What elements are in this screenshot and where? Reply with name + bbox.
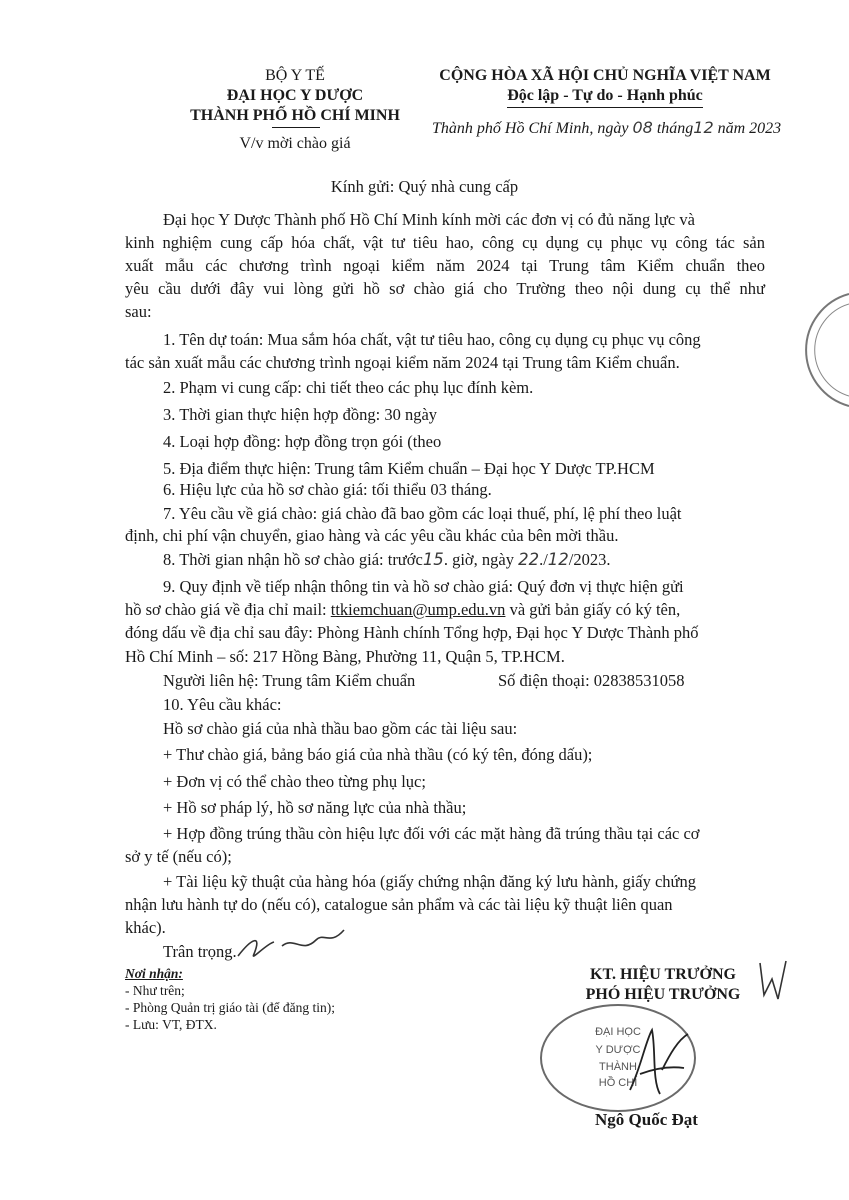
signer-role-2: PHÓ HIỆU TRƯỞNG xyxy=(585,986,741,1003)
item-8-mid: giờ, ngày xyxy=(452,550,514,569)
item-9-prefix: hồ sơ chào giá về địa chỉ mail: xyxy=(125,600,327,619)
item-10: 10. Yêu cầu khác: xyxy=(163,695,282,714)
header-right xyxy=(420,66,790,106)
signer-name: Ngô Quốc Đạt xyxy=(595,1110,698,1129)
director-signature xyxy=(600,1010,710,1110)
item-6: 6. Hiệu lực của hồ sơ chào giá: tối thiểu 03 tháng. xyxy=(163,480,492,499)
signature-block xyxy=(548,965,778,1005)
header-left xyxy=(180,66,410,126)
deadline-year: /2023. xyxy=(568,550,611,569)
national-motto: Độc lập - Tự do - Hạnh phúc xyxy=(507,87,703,104)
item-5: 5. Địa điểm thực hiện: Trung tâm Kiểm chuẩn – Đại học Y Dược TP.HCM xyxy=(163,459,655,478)
recipients-title: Nơi nhận: xyxy=(125,966,183,981)
intro-line-1: Đại học Y Dược Thành phố Hồ Chí Minh kính mời các đơn vị có đủ năng lực và xyxy=(163,210,695,229)
intro-line-3: xuất mẫu các chương trình ngoại kiểm năm 2024 tại Trung tâm Kiểm chuẩn theo xyxy=(125,256,765,275)
deadline-day: 22 xyxy=(518,550,540,569)
document-5-line-3: khác). xyxy=(125,918,166,937)
item-9-line-2 xyxy=(125,600,680,620)
item-3: 3. Thời gian thực hiện hợp đồng: 30 ngày xyxy=(163,405,438,424)
issue-date xyxy=(432,118,802,139)
salutation: Kính gửi: Quý nhà cung cấp xyxy=(330,177,519,196)
recipient-item: - Phòng Quản trị giáo tài (để đăng tin); xyxy=(125,1000,335,1015)
item-1-line-1: 1. Tên dự toán: Mua sắm hóa chất, vật tư tiêu hao, công cụ dụng cụ phục vụ công xyxy=(163,330,701,349)
contact-phone: Số điện thoại: 02838531058 xyxy=(498,671,685,690)
header-left-divider xyxy=(272,127,320,128)
item-8: 8. Thời gian nhận hồ sơ chào giá: trước15. giờ, ngày 22./12/2023. xyxy=(163,550,611,569)
item-2: 2. Phạm vi cung cấp: chi tiết theo các phụ lục đính kèm. xyxy=(163,378,534,397)
deadline-hour: 15 xyxy=(422,550,444,569)
university-name-line2: THÀNH PHỐ HỒ CHÍ MINH xyxy=(190,107,400,124)
item-10-intro: Hồ sơ chào giá của nhà thầu bao gồm các tài liệu sau: xyxy=(163,719,518,738)
item-9-line-3: đóng dấu về địa chỉ sau đây: Phòng Hành chính Tổng hợp, Đại học Y Dược Thành phố xyxy=(125,623,699,642)
recipient-item: - Như trên; xyxy=(125,983,185,998)
stamp-line-2: Y DƯỢC xyxy=(595,1044,641,1056)
stamp-line-4: HỒ CHÍ xyxy=(598,1077,638,1089)
item-9-line-4: Hồ Chí Minh – số: 217 Hồng Bàng, Phường 11, Quận 5, TP.HCM. xyxy=(125,647,565,666)
signer-role-1: KT. HIỆU TRƯỞNG xyxy=(590,966,736,983)
recipients-block xyxy=(125,965,335,1033)
document-1: + Thư chào giá, bảng báo giá của nhà thầu (có ký tên, đóng dấu); xyxy=(163,745,593,764)
item-8-prefix: 8. Thời gian nhận hồ sơ chào giá: trước xyxy=(163,550,423,569)
date-suffix: năm 2023 xyxy=(717,120,782,137)
item-4: 4. Loại hợp đồng: hợp đồng trọn gói (theo xyxy=(163,432,442,451)
intro-line-2: kinh nghiệm cung cấp hóa chất, vật tư tiêu hao, công cụ dụng cụ phục vụ công tác sản xyxy=(125,233,765,252)
document-4-line-1: + Hợp đồng trúng thầu còn hiệu lực đối với các mặt hàng đã trúng thầu tại các cơ xyxy=(163,824,700,843)
document-5-line-1: + Tài liệu kỹ thuật của hàng hóa (giấy chứng nhận đăng ký lưu hành, giấy chứng xyxy=(163,872,696,891)
deadline-month: 12 xyxy=(547,550,569,569)
ministry-name: BỘ Y TẾ xyxy=(265,67,325,84)
intro-line-5: sau: xyxy=(125,302,152,321)
item-1-line-2: tác sản xuất mẫu các chương trình ngoại kiểm năm 2024 tại Trung tâm Kiểm chuẩn. xyxy=(125,353,680,372)
intro-line-4: yêu cầu dưới đây vui lòng gửi hồ sơ chào giá cho Trường theo nội dung cụ thể như xyxy=(125,279,765,298)
item-9-line-1: 9. Quy định về tiếp nhận thông tin và hồ sơ chào giá: Quý đơn vị thực hiện gửi xyxy=(163,577,684,596)
stamp-line-3: THÀNH xyxy=(599,1061,637,1073)
date-month-word: tháng xyxy=(656,120,694,137)
document-2: + Đơn vị có thể chào theo từng phụ lục; xyxy=(163,772,426,791)
date-month: 12 xyxy=(693,118,714,137)
document-4-line-2: sở y tế (nếu có); xyxy=(125,847,232,866)
date-day: 08 xyxy=(632,118,653,137)
recipient-item: - Lưu: VT, ĐTX. xyxy=(125,1017,217,1032)
item-7-line-1: 7. Yêu cầu về giá chào: giá chào đã bao gồm các loại thuế, phí, lệ phí theo luật xyxy=(163,504,682,523)
header-right-divider xyxy=(507,107,703,108)
item-9-suffix: và gửi bản giấy có ký tên, xyxy=(509,600,681,619)
initials-signature xyxy=(232,920,352,968)
university-name-line1: ĐẠI HỌC Y DƯỢC xyxy=(226,87,364,104)
stamp-line-1: ĐẠI HỌC xyxy=(595,1026,641,1038)
edge-stamp-fragment xyxy=(790,290,849,410)
email-link[interactable]: ttkiemchuan@ump.edu.vn xyxy=(330,600,506,619)
contact-person: Người liên hệ: Trung tâm Kiểm chuẩn xyxy=(163,671,416,690)
marginal-initial xyxy=(752,955,792,1005)
closing: Trân trọng. xyxy=(163,942,237,961)
document-5-line-2: nhận lưu hành tự do (nếu có), catalogue sản phẩm và các tài liệu kỹ thuật liên quan xyxy=(125,895,673,914)
country-name: CỘNG HÒA XÃ HỘI CHỦ NGHĨA VIỆT NAM xyxy=(439,67,771,84)
document-subject: V/v mời chào giá xyxy=(239,135,351,152)
document-3: + Hồ sơ pháp lý, hồ sơ năng lực của nhà thầu; xyxy=(163,798,467,817)
item-7-line-2: định, chi phí vận chuyển, giao hàng và các yêu cầu khác của bên mời thầu. xyxy=(125,526,619,545)
date-prefix: Thành phố Hồ Chí Minh, ngày xyxy=(432,120,629,137)
